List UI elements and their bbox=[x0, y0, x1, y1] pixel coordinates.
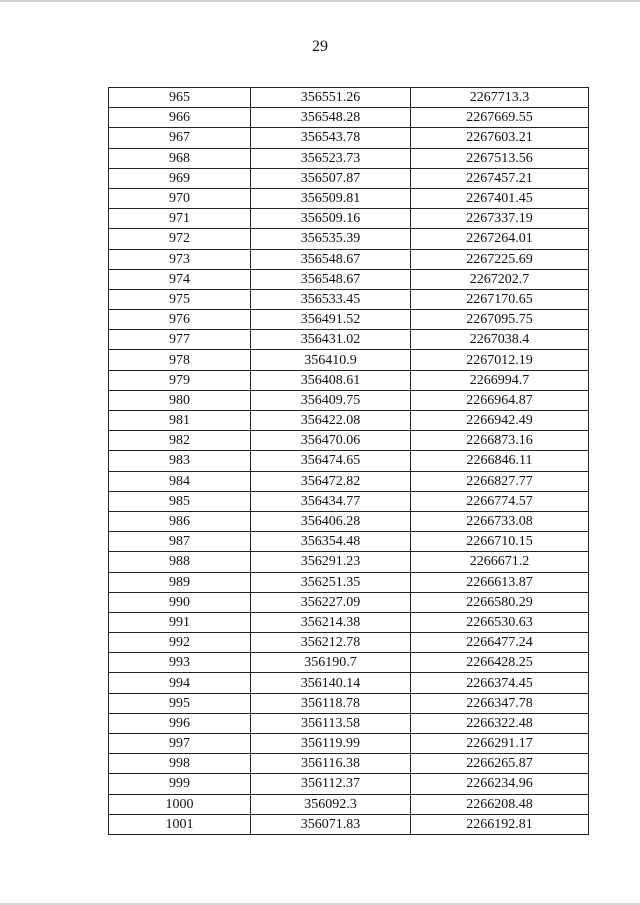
x-coordinate-cell: 356434.77 bbox=[251, 491, 411, 511]
table-row bbox=[109, 209, 589, 229]
y-coordinate-cell: 2266347.78 bbox=[411, 693, 589, 713]
point-number-cell: 987 bbox=[109, 532, 251, 552]
table-row bbox=[109, 188, 589, 208]
x-coordinate-cell: 356509.81 bbox=[251, 188, 411, 208]
x-coordinate-cell: 356113.58 bbox=[251, 713, 411, 733]
point-number-cell: 978 bbox=[109, 350, 251, 370]
table-row bbox=[109, 249, 589, 269]
point-number-cell: 998 bbox=[109, 754, 251, 774]
table-row bbox=[109, 734, 589, 754]
table-row bbox=[109, 552, 589, 572]
x-coordinate-cell: 356548.28 bbox=[251, 108, 411, 128]
table-row bbox=[109, 289, 589, 309]
y-coordinate-cell: 2266733.08 bbox=[411, 511, 589, 531]
y-coordinate-cell: 2266994.7 bbox=[411, 370, 589, 390]
table-row bbox=[109, 411, 589, 431]
table-row bbox=[109, 511, 589, 531]
x-coordinate-cell: 356408.61 bbox=[251, 370, 411, 390]
y-coordinate-cell: 2267038.4 bbox=[411, 330, 589, 350]
y-coordinate-cell: 2267713.3 bbox=[411, 88, 589, 108]
y-coordinate-cell: 2267225.69 bbox=[411, 249, 589, 269]
y-coordinate-cell: 2266374.45 bbox=[411, 673, 589, 693]
point-number-cell: 983 bbox=[109, 451, 251, 471]
y-coordinate-cell: 2267012.19 bbox=[411, 350, 589, 370]
y-coordinate-cell: 2266580.29 bbox=[411, 592, 589, 612]
table-row bbox=[109, 653, 589, 673]
y-coordinate-cell: 2266530.63 bbox=[411, 612, 589, 632]
table-row bbox=[109, 592, 589, 612]
y-coordinate-cell: 2267669.55 bbox=[411, 108, 589, 128]
point-number-cell: 992 bbox=[109, 633, 251, 653]
x-coordinate-cell: 356431.02 bbox=[251, 330, 411, 350]
x-coordinate-cell: 356214.38 bbox=[251, 612, 411, 632]
x-coordinate-cell: 356227.09 bbox=[251, 592, 411, 612]
point-number-cell: 965 bbox=[109, 88, 251, 108]
x-coordinate-cell: 356406.28 bbox=[251, 511, 411, 531]
table-row bbox=[109, 310, 589, 330]
table-row bbox=[109, 168, 589, 188]
y-coordinate-cell: 2267513.56 bbox=[411, 148, 589, 168]
x-coordinate-cell: 356116.38 bbox=[251, 754, 411, 774]
y-coordinate-cell: 2266192.81 bbox=[411, 814, 589, 834]
point-number-cell: 977 bbox=[109, 330, 251, 350]
x-coordinate-cell: 356291.23 bbox=[251, 552, 411, 572]
y-coordinate-cell: 2266265.87 bbox=[411, 754, 589, 774]
point-number-cell: 970 bbox=[109, 188, 251, 208]
point-number-cell: 976 bbox=[109, 310, 251, 330]
point-number-cell: 981 bbox=[109, 411, 251, 431]
point-number-cell: 973 bbox=[109, 249, 251, 269]
table-row bbox=[109, 673, 589, 693]
y-coordinate-cell: 2266428.25 bbox=[411, 653, 589, 673]
x-coordinate-cell: 356543.78 bbox=[251, 128, 411, 148]
x-coordinate-cell: 356491.52 bbox=[251, 310, 411, 330]
table-row bbox=[109, 451, 589, 471]
table-row bbox=[109, 814, 589, 834]
table-row bbox=[109, 774, 589, 794]
x-coordinate-cell: 356507.87 bbox=[251, 168, 411, 188]
point-number-cell: 979 bbox=[109, 370, 251, 390]
point-number-cell: 1001 bbox=[109, 814, 251, 834]
table-row bbox=[109, 754, 589, 774]
y-coordinate-cell: 2267202.7 bbox=[411, 269, 589, 289]
x-coordinate-cell: 356409.75 bbox=[251, 390, 411, 410]
x-coordinate-cell: 356535.39 bbox=[251, 229, 411, 249]
point-number-cell: 971 bbox=[109, 209, 251, 229]
x-coordinate-cell: 356140.14 bbox=[251, 673, 411, 693]
x-coordinate-cell: 356112.37 bbox=[251, 774, 411, 794]
y-coordinate-cell: 2266873.16 bbox=[411, 431, 589, 451]
table-row bbox=[109, 229, 589, 249]
y-coordinate-cell: 2267264.01 bbox=[411, 229, 589, 249]
y-coordinate-cell: 2266710.15 bbox=[411, 532, 589, 552]
x-coordinate-cell: 356523.73 bbox=[251, 148, 411, 168]
y-coordinate-cell: 2267603.21 bbox=[411, 128, 589, 148]
y-coordinate-cell: 2267457.21 bbox=[411, 168, 589, 188]
table-row bbox=[109, 491, 589, 511]
x-coordinate-cell: 356533.45 bbox=[251, 289, 411, 309]
point-number-cell: 985 bbox=[109, 491, 251, 511]
x-coordinate-cell: 356551.26 bbox=[251, 88, 411, 108]
y-coordinate-cell: 2266671.2 bbox=[411, 552, 589, 572]
point-number-cell: 982 bbox=[109, 431, 251, 451]
table-row bbox=[109, 390, 589, 410]
table-row bbox=[109, 370, 589, 390]
y-coordinate-cell: 2267401.45 bbox=[411, 188, 589, 208]
table-row bbox=[109, 532, 589, 552]
page-number: 29 bbox=[312, 38, 328, 55]
scan-edge-top bbox=[0, 0, 640, 2]
x-coordinate-cell: 356474.65 bbox=[251, 451, 411, 471]
y-coordinate-cell: 2266291.17 bbox=[411, 734, 589, 754]
point-number-cell: 991 bbox=[109, 612, 251, 632]
table-row bbox=[109, 794, 589, 814]
point-number-cell: 999 bbox=[109, 774, 251, 794]
point-number-cell: 997 bbox=[109, 734, 251, 754]
point-number-cell: 986 bbox=[109, 511, 251, 531]
x-coordinate-cell: 356470.06 bbox=[251, 431, 411, 451]
point-number-cell: 989 bbox=[109, 572, 251, 592]
table-row bbox=[109, 108, 589, 128]
y-coordinate-cell: 2266942.49 bbox=[411, 411, 589, 431]
table-row bbox=[109, 88, 589, 108]
x-coordinate-cell: 356410.9 bbox=[251, 350, 411, 370]
point-number-cell: 1000 bbox=[109, 794, 251, 814]
y-coordinate-cell: 2267095.75 bbox=[411, 310, 589, 330]
point-number-cell: 972 bbox=[109, 229, 251, 249]
y-coordinate-cell: 2266208.48 bbox=[411, 794, 589, 814]
point-number-cell: 995 bbox=[109, 693, 251, 713]
y-coordinate-cell: 2266613.87 bbox=[411, 572, 589, 592]
point-number-cell: 984 bbox=[109, 471, 251, 491]
coordinates-table bbox=[108, 87, 589, 835]
point-number-cell: 967 bbox=[109, 128, 251, 148]
y-coordinate-cell: 2266846.11 bbox=[411, 451, 589, 471]
point-number-cell: 968 bbox=[109, 148, 251, 168]
table-row bbox=[109, 148, 589, 168]
point-number-cell: 975 bbox=[109, 289, 251, 309]
x-coordinate-cell: 356251.35 bbox=[251, 572, 411, 592]
y-coordinate-cell: 2266234.96 bbox=[411, 774, 589, 794]
x-coordinate-cell: 356071.83 bbox=[251, 814, 411, 834]
table-row bbox=[109, 572, 589, 592]
table-row bbox=[109, 431, 589, 451]
point-number-cell: 996 bbox=[109, 713, 251, 733]
table-row bbox=[109, 693, 589, 713]
x-coordinate-cell: 356118.78 bbox=[251, 693, 411, 713]
point-number-cell: 990 bbox=[109, 592, 251, 612]
x-coordinate-cell: 356212.78 bbox=[251, 633, 411, 653]
x-coordinate-cell: 356190.7 bbox=[251, 653, 411, 673]
y-coordinate-cell: 2266964.87 bbox=[411, 390, 589, 410]
x-coordinate-cell: 356422.08 bbox=[251, 411, 411, 431]
x-coordinate-cell: 356119.99 bbox=[251, 734, 411, 754]
x-coordinate-cell: 356354.48 bbox=[251, 532, 411, 552]
table-row bbox=[109, 128, 589, 148]
point-number-cell: 969 bbox=[109, 168, 251, 188]
point-number-cell: 974 bbox=[109, 269, 251, 289]
point-number-cell: 966 bbox=[109, 108, 251, 128]
point-number-cell: 993 bbox=[109, 653, 251, 673]
y-coordinate-cell: 2266774.57 bbox=[411, 491, 589, 511]
coordinates-table-body bbox=[109, 88, 589, 835]
x-coordinate-cell: 356092.3 bbox=[251, 794, 411, 814]
y-coordinate-cell: 2266477.24 bbox=[411, 633, 589, 653]
table-row bbox=[109, 612, 589, 632]
x-coordinate-cell: 356548.67 bbox=[251, 269, 411, 289]
point-number-cell: 994 bbox=[109, 673, 251, 693]
point-number-cell: 980 bbox=[109, 390, 251, 410]
x-coordinate-cell: 356548.67 bbox=[251, 249, 411, 269]
table-row bbox=[109, 350, 589, 370]
x-coordinate-cell: 356509.16 bbox=[251, 209, 411, 229]
table-row bbox=[109, 633, 589, 653]
table-row bbox=[109, 471, 589, 491]
table-row bbox=[109, 269, 589, 289]
y-coordinate-cell: 2267337.19 bbox=[411, 209, 589, 229]
x-coordinate-cell: 356472.82 bbox=[251, 471, 411, 491]
y-coordinate-cell: 2266827.77 bbox=[411, 471, 589, 491]
table-row bbox=[109, 713, 589, 733]
y-coordinate-cell: 2267170.65 bbox=[411, 289, 589, 309]
table-row bbox=[109, 330, 589, 350]
y-coordinate-cell: 2266322.48 bbox=[411, 713, 589, 733]
point-number-cell: 988 bbox=[109, 552, 251, 572]
